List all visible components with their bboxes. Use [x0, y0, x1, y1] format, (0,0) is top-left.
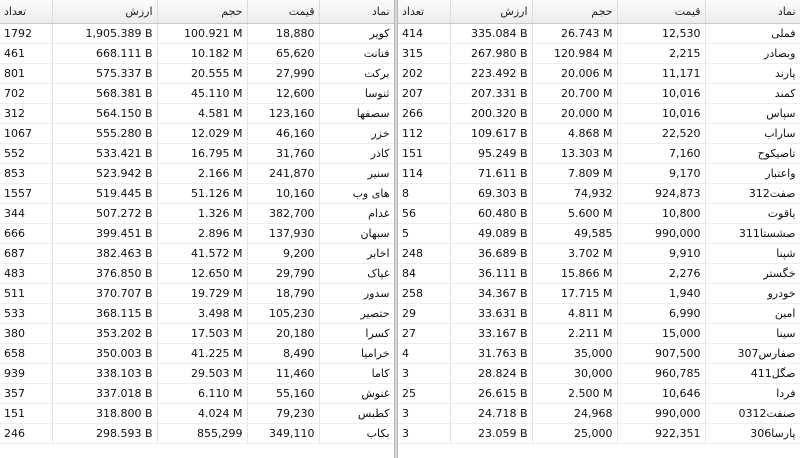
left-cell-value: 668.111 B: [52, 43, 157, 63]
right-cell-value: 49.089 B: [450, 223, 532, 243]
left-cell-count: 1792: [0, 23, 52, 43]
right-cell-volume: 26.743 M: [532, 23, 617, 43]
table-row[interactable]: [398, 43, 800, 63]
right-cell-price: 15,000: [617, 323, 705, 343]
right-cell-value: 223.492 B: [450, 63, 532, 83]
left-cell-symbol: حتصیر: [319, 303, 394, 323]
left-header-price[interactable]: قیمت: [247, 0, 319, 23]
table-row[interactable]: [398, 243, 800, 263]
left-cell-symbol: کطبس: [319, 403, 394, 423]
right-cell-count: 114: [398, 163, 450, 183]
left-cell-price: 123,160: [247, 103, 319, 123]
right-cell-price: 22,520: [617, 123, 705, 143]
left-cell-count: 687: [0, 243, 52, 263]
right-cell-volume: 24,968: [532, 403, 617, 423]
left-cell-price: 20,180: [247, 323, 319, 343]
right-cell-count: 3: [398, 403, 450, 423]
right-cell-volume: 49,585: [532, 223, 617, 243]
right-cell-symbol: صفت312: [705, 183, 800, 203]
right-cell-volume: 4.811 M: [532, 303, 617, 323]
table-row[interactable]: [0, 43, 394, 63]
left-cell-value: 564.150 B: [52, 103, 157, 123]
right-cell-price: 960,785: [617, 363, 705, 383]
right-cell-volume: 2.211 M: [532, 323, 617, 343]
right-cell-count: 315: [398, 43, 450, 63]
left-cell-symbol: کسرا: [319, 323, 394, 343]
right-cell-volume: 5.600 M: [532, 203, 617, 223]
table-row[interactable]: [398, 203, 800, 223]
right-cell-value: 109.617 B: [450, 123, 532, 143]
left-cell-count: 246: [0, 423, 52, 443]
left-cell-symbol: خرامیا: [319, 343, 394, 363]
left-cell-volume: 2.896 M: [157, 223, 247, 243]
right-cell-volume: 4.868 M: [532, 123, 617, 143]
right-cell-price: 922,351: [617, 423, 705, 443]
left-cell-count: 344: [0, 203, 52, 223]
right-header-value[interactable]: ارزش: [450, 0, 532, 23]
left-cell-count: 151: [0, 403, 52, 423]
right-cell-price: 2,215: [617, 43, 705, 63]
right-cell-volume: 2.500 M: [532, 383, 617, 403]
right-cell-symbol: امین: [705, 303, 800, 323]
right-cell-value: 26.615 B: [450, 383, 532, 403]
right-cell-volume: 20.700 M: [532, 83, 617, 103]
left-cell-price: 79,230: [247, 403, 319, 423]
left-table-panel: [0, 0, 394, 458]
left-cell-count: 702: [0, 83, 52, 103]
right-cell-volume: 30,000: [532, 363, 617, 383]
left-cell-price: 18,790: [247, 283, 319, 303]
table-row[interactable]: [0, 143, 394, 163]
left-cell-value: 533.421 B: [52, 143, 157, 163]
left-cell-price: 9,200: [247, 243, 319, 263]
right-header-volume[interactable]: حجم: [532, 0, 617, 23]
right-cell-price: 924,873: [617, 183, 705, 203]
right-cell-volume: 25,000: [532, 423, 617, 443]
table-row[interactable]: [398, 263, 800, 283]
right-cell-count: 84: [398, 263, 450, 283]
right-cell-value: 23.059 B: [450, 423, 532, 443]
right-cell-price: 990,000: [617, 403, 705, 423]
left-table-header-row: [0, 0, 394, 23]
table-row[interactable]: [398, 63, 800, 83]
right-cell-count: 8: [398, 183, 450, 203]
left-header-value[interactable]: ارزش: [52, 0, 157, 23]
left-cell-count: 939: [0, 363, 52, 383]
right-cell-symbol: ساراب: [705, 123, 800, 143]
right-cell-price: 10,016: [617, 83, 705, 103]
right-cell-count: 207: [398, 83, 450, 103]
right-cell-count: 29: [398, 303, 450, 323]
right-cell-volume: 15.866 M: [532, 263, 617, 283]
left-cell-price: 10,160: [247, 183, 319, 203]
left-cell-volume: 1.326 M: [157, 203, 247, 223]
table-row[interactable]: [0, 163, 394, 183]
right-cell-count: 414: [398, 23, 450, 43]
right-cell-volume: 3.702 M: [532, 243, 617, 263]
right-cell-count: 202: [398, 63, 450, 83]
right-cell-price: 9,170: [617, 163, 705, 183]
left-cell-value: 368.115 B: [52, 303, 157, 323]
left-cell-value: 507.272 B: [52, 203, 157, 223]
right-cell-value: 335.084 B: [450, 23, 532, 43]
right-cell-symbol: پارند: [705, 63, 800, 83]
right-cell-value: 28.824 B: [450, 363, 532, 383]
right-cell-count: 5: [398, 223, 450, 243]
left-cell-price: 55,160: [247, 383, 319, 403]
left-cell-symbol: سنیر: [319, 163, 394, 183]
right-cell-price: 12,530: [617, 23, 705, 43]
left-cell-volume: 29.503 M: [157, 363, 247, 383]
left-cell-price: 46,160: [247, 123, 319, 143]
left-cell-price: 382,700: [247, 203, 319, 223]
right-cell-count: 151: [398, 143, 450, 163]
left-cell-volume: 100.921 M: [157, 23, 247, 43]
right-cell-symbol: خودرو: [705, 283, 800, 303]
right-cell-price: 9,910: [617, 243, 705, 263]
right-cell-price: 2,276: [617, 263, 705, 283]
table-row[interactable]: [0, 323, 394, 343]
table-row[interactable]: [0, 383, 394, 403]
right-cell-price: 10,016: [617, 103, 705, 123]
right-cell-price: 11,171: [617, 63, 705, 83]
right-cell-symbol: صفارس307: [705, 343, 800, 363]
right-cell-symbol: سپاس: [705, 103, 800, 123]
right-header-price[interactable]: قیمت: [617, 0, 705, 23]
right-table-panel: [398, 0, 800, 458]
right-trades-table: [398, 0, 800, 444]
right-cell-symbol: خگستر: [705, 263, 800, 283]
left-cell-price: 27,990: [247, 63, 319, 83]
right-cell-value: 33.167 B: [450, 323, 532, 343]
right-cell-value: 36.111 B: [450, 263, 532, 283]
right-cell-count: 3: [398, 423, 450, 443]
right-cell-value: 33.631 B: [450, 303, 532, 323]
right-cell-count: 27: [398, 323, 450, 343]
right-cell-value: 71.611 B: [450, 163, 532, 183]
right-cell-volume: 35,000: [532, 343, 617, 363]
left-cell-count: 1067: [0, 123, 52, 143]
left-cell-value: 353.202 B: [52, 323, 157, 343]
left-cell-count: 552: [0, 143, 52, 163]
left-cell-symbol: ثنوسا: [319, 83, 394, 103]
table-row[interactable]: [398, 103, 800, 123]
table-row[interactable]: [398, 383, 800, 403]
right-cell-count: 112: [398, 123, 450, 143]
right-cell-count: 25: [398, 383, 450, 403]
left-cell-price: 12,600: [247, 83, 319, 103]
table-row[interactable]: [0, 203, 394, 223]
table-row[interactable]: [398, 283, 800, 303]
right-cell-price: 6,990: [617, 303, 705, 323]
left-cell-symbol: کویر: [319, 23, 394, 43]
left-cell-value: 382.463 B: [52, 243, 157, 263]
left-cell-volume: 45.110 M: [157, 83, 247, 103]
table-row[interactable]: [0, 123, 394, 143]
right-cell-volume: 74,932: [532, 183, 617, 203]
right-header-count[interactable]: تعداد: [398, 0, 450, 23]
table-row[interactable]: [0, 403, 394, 423]
left-cell-count: 533: [0, 303, 52, 323]
right-cell-symbol: فملی: [705, 23, 800, 43]
left-cell-price: 241,870: [247, 163, 319, 183]
table-row[interactable]: [398, 183, 800, 203]
table-row[interactable]: [0, 103, 394, 123]
left-cell-volume: 12.029 M: [157, 123, 247, 143]
left-cell-symbol: غنوش: [319, 383, 394, 403]
left-cell-symbol: سصفها: [319, 103, 394, 123]
left-trades-table: [0, 0, 394, 444]
right-cell-price: 7,160: [617, 143, 705, 163]
right-cell-value: 69.303 B: [450, 183, 532, 203]
left-cell-count: 461: [0, 43, 52, 63]
left-cell-price: 8,490: [247, 343, 319, 363]
left-cell-value: 338.103 B: [52, 363, 157, 383]
right-cell-count: 56: [398, 203, 450, 223]
left-cell-symbol: کاما: [319, 363, 394, 383]
left-cell-value: 568.381 B: [52, 83, 157, 103]
right-cell-price: 10,800: [617, 203, 705, 223]
left-cell-count: 511: [0, 283, 52, 303]
left-cell-value: 519.445 B: [52, 183, 157, 203]
right-cell-symbol: پارسا306: [705, 423, 800, 443]
table-row[interactable]: [0, 343, 394, 363]
right-cell-symbol: شپنا: [705, 243, 800, 263]
left-cell-price: 11,460: [247, 363, 319, 383]
left-cell-value: 1,905.389 B: [52, 23, 157, 43]
table-row[interactable]: [0, 283, 394, 303]
left-cell-price: 105,230: [247, 303, 319, 323]
left-cell-symbol: بکاب: [319, 423, 394, 443]
left-cell-symbol: برکت: [319, 63, 394, 83]
left-cell-count: 801: [0, 63, 52, 83]
left-cell-count: 658: [0, 343, 52, 363]
right-cell-symbol: تاصیکوح: [705, 143, 800, 163]
left-cell-volume: 10.182 M: [157, 43, 247, 63]
left-cell-volume: 16.795 M: [157, 143, 247, 163]
table-row[interactable]: [0, 63, 394, 83]
right-table-header-row: [398, 0, 800, 23]
left-cell-value: 376.850 B: [52, 263, 157, 283]
left-header-count[interactable]: تعداد: [0, 0, 52, 23]
left-cell-count: 666: [0, 223, 52, 243]
right-cell-value: 24.718 B: [450, 403, 532, 423]
left-cell-symbol: غپاک: [319, 263, 394, 283]
left-cell-value: 575.337 B: [52, 63, 157, 83]
left-cell-volume: 41.225 M: [157, 343, 247, 363]
left-cell-symbol: کاذر: [319, 143, 394, 163]
right-cell-symbol: صگل411: [705, 363, 800, 383]
right-header-symbol[interactable]: نماد: [705, 0, 800, 23]
left-cell-value: 337.018 B: [52, 383, 157, 403]
right-cell-symbol: صشستا311: [705, 223, 800, 243]
left-cell-volume: 3.498 M: [157, 303, 247, 323]
left-cell-symbol: غدام: [319, 203, 394, 223]
left-cell-value: 318.800 B: [52, 403, 157, 423]
right-cell-price: 907,500: [617, 343, 705, 363]
left-cell-volume: 19.729 M: [157, 283, 247, 303]
right-cell-value: 267.980 B: [450, 43, 532, 63]
right-cell-price: 1,940: [617, 283, 705, 303]
right-cell-value: 31.763 B: [450, 343, 532, 363]
right-cell-value: 60.480 B: [450, 203, 532, 223]
right-cell-value: 200.320 B: [450, 103, 532, 123]
right-cell-symbol: صنفت0312: [705, 403, 800, 423]
table-row[interactable]: [398, 143, 800, 163]
left-cell-symbol: سدور: [319, 283, 394, 303]
left-cell-volume: 2.166 M: [157, 163, 247, 183]
right-cell-symbol: واعتبار: [705, 163, 800, 183]
table-row[interactable]: [0, 23, 394, 43]
table-row[interactable]: [398, 83, 800, 103]
right-cell-volume: 7.809 M: [532, 163, 617, 183]
right-cell-volume: 17.715 M: [532, 283, 617, 303]
left-cell-count: 853: [0, 163, 52, 183]
left-cell-count: 357: [0, 383, 52, 403]
left-cell-symbol: سبهان: [319, 223, 394, 243]
right-cell-price: 10,646: [617, 383, 705, 403]
table-row[interactable]: [398, 123, 800, 143]
left-header-symbol[interactable]: نماد: [319, 0, 394, 23]
table-row[interactable]: [398, 23, 800, 43]
right-cell-symbol: فردا: [705, 383, 800, 403]
left-cell-volume: 51.126 M: [157, 183, 247, 203]
left-cell-volume: 855,299: [157, 423, 247, 443]
right-cell-value: 95.249 B: [450, 143, 532, 163]
left-cell-price: 18,880: [247, 23, 319, 43]
table-row[interactable]: [0, 363, 394, 383]
right-cell-count: 266: [398, 103, 450, 123]
left-cell-price: 31,760: [247, 143, 319, 163]
right-cell-volume: 20.000 M: [532, 103, 617, 123]
left-cell-count: 312: [0, 103, 52, 123]
left-cell-value: 370.707 B: [52, 283, 157, 303]
right-cell-symbol: کمند: [705, 83, 800, 103]
left-cell-symbol: اخابر: [319, 243, 394, 263]
left-cell-volume: 4.581 M: [157, 103, 247, 123]
left-cell-price: 137,930: [247, 223, 319, 243]
left-cell-volume: 12.650 M: [157, 263, 247, 283]
left-cell-symbol: های وب: [319, 183, 394, 203]
right-cell-count: 258: [398, 283, 450, 303]
right-cell-count: 4: [398, 343, 450, 363]
right-cell-value: 34.367 B: [450, 283, 532, 303]
table-row[interactable]: [398, 423, 800, 443]
left-header-volume[interactable]: حجم: [157, 0, 247, 23]
left-cell-symbol: خزر: [319, 123, 394, 143]
left-cell-price: 349,110: [247, 423, 319, 443]
table-row[interactable]: [0, 243, 394, 263]
right-cell-value: 207.331 B: [450, 83, 532, 103]
left-cell-volume: 20.555 M: [157, 63, 247, 83]
left-cell-price: 29,790: [247, 263, 319, 283]
right-cell-count: 3: [398, 363, 450, 383]
table-row[interactable]: [0, 83, 394, 103]
right-cell-symbol: وبصادر: [705, 43, 800, 63]
table-row[interactable]: [398, 303, 800, 323]
left-cell-value: 350.003 B: [52, 343, 157, 363]
table-row[interactable]: [398, 163, 800, 183]
left-cell-value: 399.451 B: [52, 223, 157, 243]
right-cell-price: 990,000: [617, 223, 705, 243]
left-cell-volume: 6.110 M: [157, 383, 247, 403]
table-row[interactable]: [398, 403, 800, 423]
table-row[interactable]: [0, 183, 394, 203]
table-row[interactable]: [398, 343, 800, 363]
right-cell-volume: 20.006 M: [532, 63, 617, 83]
left-cell-price: 65,620: [247, 43, 319, 63]
left-cell-count: 1557: [0, 183, 52, 203]
right-cell-volume: 120.984 M: [532, 43, 617, 63]
table-row[interactable]: [398, 323, 800, 343]
left-cell-value: 298.593 B: [52, 423, 157, 443]
left-cell-volume: 41.572 M: [157, 243, 247, 263]
table-row[interactable]: [0, 263, 394, 283]
table-row[interactable]: [0, 303, 394, 323]
left-cell-value: 523.942 B: [52, 163, 157, 183]
left-cell-symbol: فنانت: [319, 43, 394, 63]
table-row[interactable]: [0, 423, 394, 443]
left-cell-volume: 4.024 M: [157, 403, 247, 423]
right-cell-symbol: یاقوت: [705, 203, 800, 223]
table-row[interactable]: [398, 223, 800, 243]
table-row[interactable]: [0, 223, 394, 243]
left-cell-value: 555.280 B: [52, 123, 157, 143]
left-cell-count: 483: [0, 263, 52, 283]
right-cell-symbol: سینا: [705, 323, 800, 343]
right-cell-value: 36.689 B: [450, 243, 532, 263]
left-cell-count: 380: [0, 323, 52, 343]
right-cell-count: 248: [398, 243, 450, 263]
table-row[interactable]: [398, 363, 800, 383]
left-cell-volume: 17.503 M: [157, 323, 247, 343]
right-cell-volume: 13.303 M: [532, 143, 617, 163]
